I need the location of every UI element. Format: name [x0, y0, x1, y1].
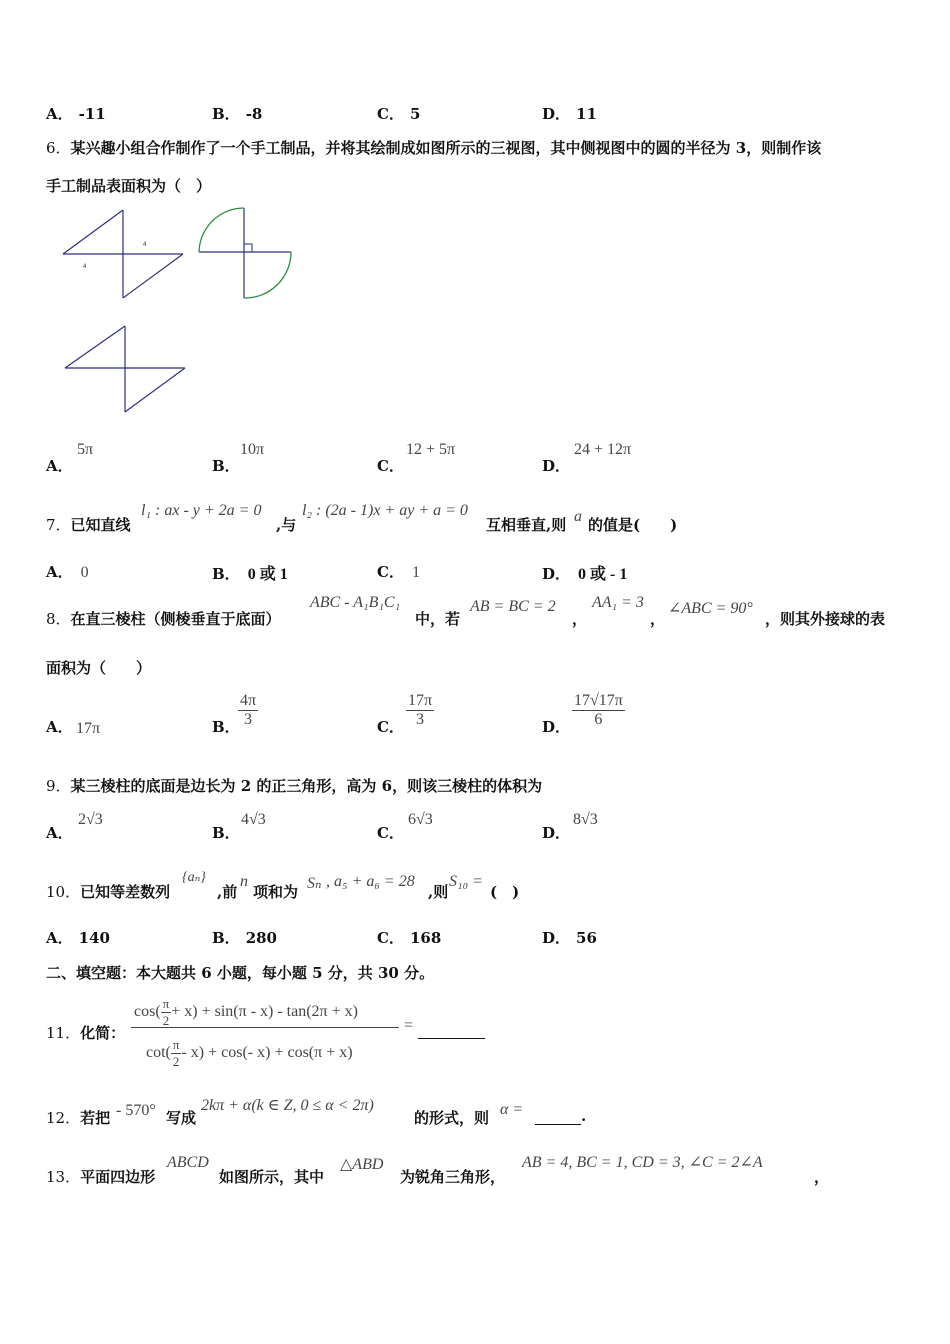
q6-text-line1: 6．某兴趣小组合作制作了一个手工制品，并将其绘制成如图所示的三视图，其中侧视图中的圆的半径为 3，则制作该	[46, 139, 822, 157]
q8-option-c: $\frac{17\pi}{3}$	[408, 692, 433, 728]
q6-three-view-figure	[55, 200, 315, 430]
q5-option-c: C． 5	[377, 105, 421, 123]
q11-numerator: cos( $\frac{\pi}{2}$ + x) + sin(π - x) - tan(2π + x)	[134, 996, 358, 1028]
q13-text: 13．平面四边形	[46, 1168, 156, 1186]
q11-denominator: cot( $\frac{\pi}{2}$ - x) + cos(- x) + cos(π + x)	[146, 1037, 353, 1069]
q13-conds: AB = 4, BC = 1, CD = 3, ∠C = 2∠A	[522, 1154, 763, 1171]
q7-option-b: B． 0 或 1	[212, 565, 288, 583]
q9-option-b: 4√3	[241, 811, 266, 828]
side-view	[199, 208, 291, 298]
q7-option-d: D． 0 或 - 1	[542, 565, 628, 583]
q10-mid3: ,则	[428, 883, 449, 901]
q5-option-d: D． 11	[542, 105, 597, 123]
q8-option-c-label: C．	[377, 718, 404, 736]
q6-option-b: 10π	[240, 441, 265, 458]
q9-option-d: 8√3	[573, 811, 598, 828]
q8-suffix: ，则其外接球的表	[765, 610, 886, 628]
q10-mid2: 项和为	[253, 883, 299, 901]
q8-option-b-label: B．	[212, 718, 240, 736]
q12-angle: - 570°	[116, 1102, 156, 1119]
q11-text: 11．化简：	[46, 1024, 126, 1042]
q8-option-b: $\frac{4\pi}{3}$	[240, 692, 257, 728]
q12-mid: 写成	[166, 1109, 197, 1127]
q7-mid: ,与	[276, 516, 297, 534]
q9-text: 9．某三棱柱的底面是边长为 2 的正三角形，高为 6，则该三棱柱的体积为	[46, 777, 543, 795]
q7-line-l2: l₂ : (2a - 1)x + ay + a = 0	[302, 502, 468, 519]
q9-option-d-label: D．	[542, 824, 571, 842]
q12-suffix: 的形式，则	[414, 1109, 490, 1127]
q9-option-a-label: A．	[46, 824, 73, 842]
q10-cond: , a₅ + a₆ = 28	[326, 873, 415, 890]
front-view-label-top: 4	[143, 242, 147, 248]
q11-equals: =	[404, 1017, 414, 1034]
q13-mid2: 为锐角三角形，	[400, 1168, 506, 1186]
q13-mid: 如图所示，其中	[219, 1168, 325, 1186]
q11-fraction-bar	[131, 1027, 399, 1028]
q10-seq: {aₙ}	[182, 870, 206, 885]
q10-text: 10．已知等差数列	[46, 883, 171, 901]
q7-option-c: C． 1	[377, 563, 420, 581]
q6-text-line2: 手工制品表面积为（ ）	[46, 177, 212, 195]
q12-end: .	[581, 1107, 587, 1125]
q6-option-d: 24 + 12π	[574, 441, 632, 458]
q8-cond1: AB = BC = 2	[470, 598, 556, 615]
q6-option-d-label: D．	[542, 457, 571, 475]
q10-sn: Sₙ	[307, 875, 322, 892]
q12-text: 12．若把	[46, 1109, 111, 1127]
q12-var: α =	[500, 1101, 524, 1118]
q9-option-b-label: B．	[212, 824, 240, 842]
q7-option-a: A． 0	[46, 563, 89, 581]
q8-line2: 面积为（ ）	[46, 659, 152, 677]
q8-option-a-label: A．	[46, 718, 73, 736]
q8-option-d: $\frac{17√17\pi}{6}$	[574, 692, 623, 728]
q10-suffix: ( )	[490, 883, 520, 901]
front-view	[63, 210, 183, 298]
q12-answer-blank[interactable]	[535, 1124, 581, 1125]
q12-form: 2kπ + α(k ∈ Z, 0 ≤ α < 2π)	[201, 1097, 374, 1114]
q8-text: 8．在直三棱柱（侧棱垂直于底面）	[46, 610, 281, 628]
q10-option-b: B． 280	[212, 929, 277, 947]
q10-option-a: A． 140	[46, 929, 110, 947]
q10-n: n	[240, 873, 248, 890]
q7-var: a	[574, 508, 582, 525]
front-view-label-left: 4	[83, 264, 87, 270]
q9-option-c-label: C．	[377, 824, 404, 842]
q10-option-d: D． 56	[542, 929, 597, 947]
q7-suffix2: 的值是( )	[588, 516, 678, 534]
q9-option-a: 2√3	[78, 811, 103, 828]
q7-line-l1: l₁ : ax - y + 2a = 0	[141, 502, 262, 519]
q8-cond3: ∠ABC = 90°	[668, 600, 753, 617]
q13-tri: △ABD	[340, 1156, 384, 1173]
q6-option-a-label: A．	[46, 457, 73, 475]
q10-option-c: C． 168	[377, 929, 442, 947]
q8-comma2: ，	[650, 610, 666, 628]
top-view	[65, 326, 185, 412]
q8-option-a: 17π	[76, 720, 101, 737]
q8-comma1: ，	[572, 610, 588, 628]
q8-prism: ABC - A₁B₁C₁	[310, 594, 401, 611]
q6-option-c: 12 + 5π	[406, 441, 456, 458]
q6-option-b-label: B．	[212, 457, 240, 475]
q8-option-d-label: D．	[542, 718, 571, 736]
section-2-heading: 二、填空题：本大题共 6 小题，每小题 5 分，共 30 分。	[46, 964, 435, 982]
q9-option-c: 6√3	[408, 811, 433, 828]
q7-suffix1: 互相垂直,则	[486, 516, 567, 534]
q8-mid: 中，若	[415, 610, 461, 628]
q7-text: 7．已知直线	[46, 516, 131, 534]
q13-end: ，	[814, 1168, 830, 1186]
q6-option-c-label: C．	[377, 457, 404, 475]
q10-s10: S₁₀ =	[449, 873, 483, 890]
q11-answer-blank[interactable]	[418, 1038, 485, 1039]
q5-option-a: A． -11	[46, 105, 106, 123]
q8-cond2: AA₁ = 3	[592, 594, 644, 611]
q6-option-a: 5π	[77, 441, 94, 458]
q10-mid1: ,前	[217, 883, 238, 901]
q13-quad: ABCD	[167, 1154, 209, 1171]
q5-option-b: B． -8	[212, 105, 263, 123]
